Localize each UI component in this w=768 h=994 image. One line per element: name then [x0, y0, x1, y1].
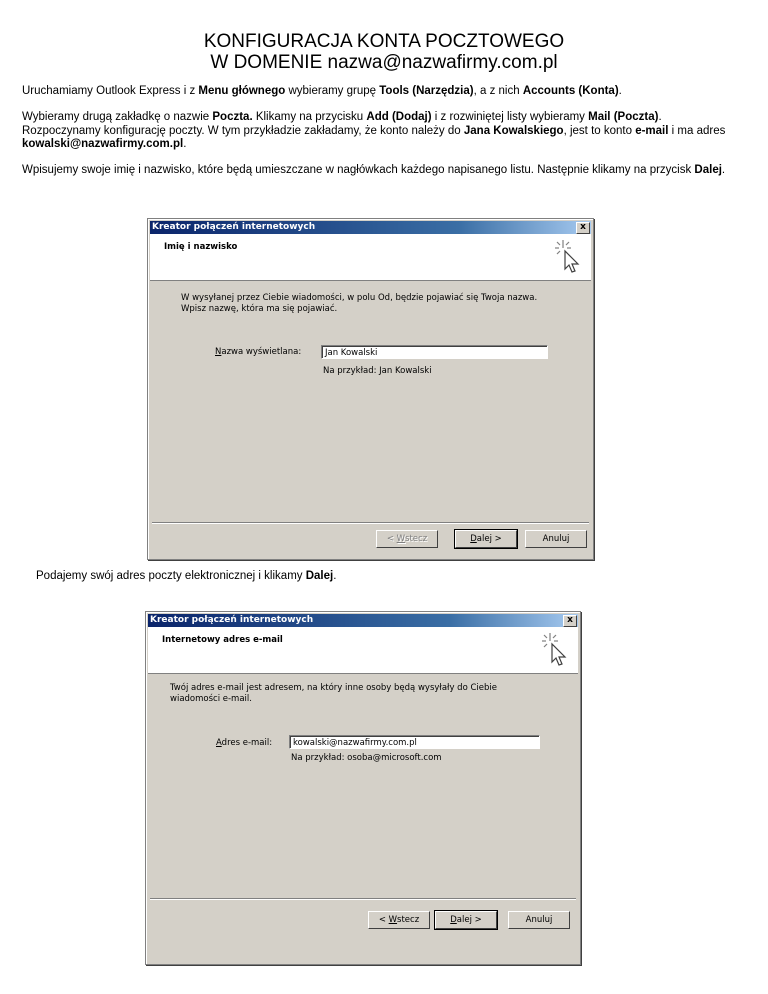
accelerator-key: N [215, 347, 222, 357]
dialog-titlebar[interactable] [148, 614, 578, 627]
email-address-label [216, 738, 272, 749]
text: Uruchamiamy Outlook Express i z [22, 85, 199, 97]
paragraph-3 [22, 164, 742, 178]
accelerator-key: D [470, 534, 477, 544]
document-title [0, 31, 768, 73]
text: i ma adres [668, 124, 726, 137]
wizard-wand-icon [540, 631, 570, 667]
next-label: alej > [476, 534, 502, 544]
text: , a z nich [473, 85, 523, 97]
label-text: azwa wyświetlana: [221, 347, 302, 357]
wizard-dialog-name [147, 218, 594, 560]
accelerator-key: W [388, 915, 398, 925]
cancel-button[interactable]: Anuluj [508, 911, 570, 929]
bold-text: Menu głównego [198, 85, 286, 97]
wizard-header [150, 234, 591, 281]
next-label: alej > [456, 915, 482, 925]
bold-text: Tools (Narzędzia) [379, 85, 474, 97]
text: , jest to konto [563, 124, 636, 137]
title-line-1: KONFIGURACJA KONTA POCZTOWEGO [203, 31, 565, 52]
close-button[interactable]: x [576, 222, 590, 234]
next-button[interactable] [435, 911, 497, 929]
text: wybieramy grupę [285, 85, 380, 97]
paragraph-4 [36, 570, 756, 584]
label-text: dres e-mail: [221, 738, 273, 748]
text: Wybieramy drugą zakładkę o nazwie [22, 111, 213, 123]
back-button[interactable] [368, 911, 430, 929]
bold-text: Dalej [305, 570, 334, 582]
description-line-2: Wpisz nazwę, która ma się pojawiać. [181, 304, 338, 314]
bold-text: e-mail [635, 124, 669, 137]
text: Podajemy swój adres poczty elektronicznej i klikamy [36, 570, 306, 582]
close-button[interactable]: x [563, 615, 577, 627]
back-button[interactable] [376, 530, 438, 548]
paragraph-1 [22, 85, 742, 99]
title-line-2: W DOMENIE nazwa@nazwafirmy.com.pl [210, 52, 558, 73]
display-name-label [215, 347, 301, 358]
description-line-1: Twój adres e-mail jest adresem, na który inne osoby będą wysyłały do Ciebie [170, 683, 497, 693]
wizard-dialog-email [145, 611, 581, 965]
dialog-titlebar[interactable] [150, 221, 591, 234]
bold-text: Poczta. [212, 111, 253, 123]
wizard-wand-icon [553, 238, 583, 274]
back-prefix: < [378, 915, 389, 925]
wizard-header-title: Imię i nazwisko [164, 242, 238, 252]
description-line-1: W wysyłanej przez Ciebie wiadomości, w polu Od, będzie pojawiać się Twoja nazwa. [181, 293, 538, 303]
dialog-title: Kreator połączeń internetowych [152, 222, 316, 232]
example-text: Na przykład: Jan Kowalski [323, 366, 432, 376]
back-prefix: < [386, 534, 397, 544]
bold-text: Jana Kowalskiego [463, 124, 564, 137]
text: . Rozpoczynamy konfigurację poczty. W tym przykładzie zakładamy, że konto należy do [22, 111, 662, 137]
divider [152, 522, 589, 524]
wizard-header [148, 627, 578, 674]
bold-text: Accounts (Konta) [522, 85, 619, 97]
cancel-button[interactable]: Anuluj [525, 530, 587, 548]
text: . [721, 164, 726, 176]
bold-text: kowalski@nazwafirmy.com.pl [22, 138, 184, 150]
back-label: stecz [397, 915, 420, 925]
bold-text: Dalej [694, 164, 722, 176]
email-address-input[interactable]: kowalski@nazwafirmy.com.pl [289, 735, 540, 749]
accelerator-key: A [216, 738, 222, 748]
example-text: Na przykład: osoba@microsoft.com [291, 753, 442, 763]
text: . [618, 85, 622, 97]
dialog-title: Kreator połączeń internetowych [150, 615, 314, 625]
text: . [183, 138, 187, 150]
divider [150, 898, 576, 900]
text: i z rozwiniętej listy wybieramy [431, 111, 589, 123]
text: . [333, 570, 337, 582]
text: Klikamy na przycisku [252, 111, 367, 123]
wizard-header-title: Internetowy adres e-mail [162, 635, 283, 645]
accelerator-key: D [450, 915, 457, 925]
paragraph-2 [22, 111, 742, 152]
display-name-input[interactable]: Jan Kowalski [321, 345, 548, 359]
back-label: stecz [405, 534, 428, 544]
accelerator-key: W [396, 534, 406, 544]
bold-text: Mail (Poczta) [588, 111, 659, 123]
next-button[interactable] [455, 530, 517, 548]
description-line-2: wiadomości e-mail. [170, 694, 252, 704]
bold-text: Add (Dodaj) [366, 111, 432, 123]
text: Wpisujemy swoje imię i nazwisko, które będą umieszczane w nagłówkach każdego napisanego listu. Następnie klikamy na przycisk [22, 164, 695, 176]
